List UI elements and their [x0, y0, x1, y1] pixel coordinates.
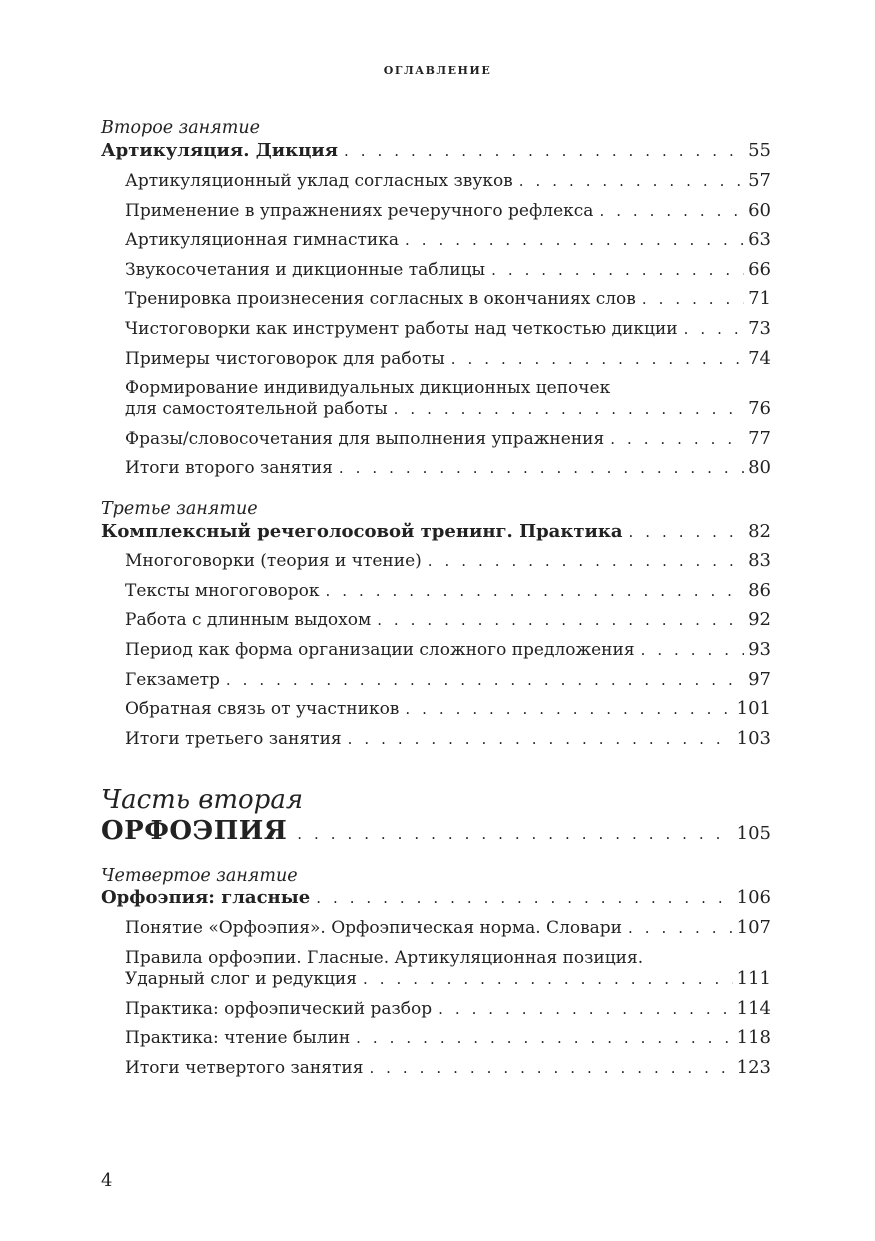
toc-entry-page: 80	[748, 457, 771, 478]
toc-entry-title-line1: Формирование индивидуальных дикционных цепочек	[125, 378, 611, 398]
dot-leader	[405, 699, 732, 719]
toc-entry-title-line1: Правила орфоэпии. Гласные. Артикуляционная позиция.	[125, 948, 644, 968]
toc-entry[interactable]	[125, 429, 771, 449]
part-2-page: 105	[736, 823, 771, 844]
page-number: 4	[101, 1170, 113, 1191]
toc-entry-page: 101	[736, 698, 771, 719]
toc-entry[interactable]	[125, 171, 771, 191]
dot-leader	[394, 399, 744, 419]
toc-entry-page: 74	[748, 348, 771, 369]
session-4-entry[interactable]	[101, 888, 771, 908]
toc-entry-page: 60	[748, 200, 771, 221]
toc-entry-title: Тренировка произнесения согласных в окончаниях слов	[125, 289, 636, 309]
toc-entry-page: 63	[748, 229, 771, 250]
toc-entry-page: 97	[748, 669, 771, 690]
toc-entry-page: 107	[736, 917, 771, 938]
dot-leader	[641, 640, 745, 660]
toc-entry-title: Практика: орфоэпический разбор	[125, 999, 433, 1019]
toc-entry-page: 118	[736, 1027, 771, 1048]
toc-entry-title: Обратная связь от участников	[125, 699, 400, 719]
toc-entry-title: для самостоятельной работы	[125, 399, 388, 419]
toc-entry-title: Ударный слог и редукция	[125, 969, 357, 989]
dot-leader	[344, 141, 744, 161]
dot-leader	[451, 349, 744, 369]
toc-entry[interactable]	[125, 230, 771, 250]
toc-entry-title: Итоги третьего занятия	[125, 729, 342, 749]
toc-entry-title: Практика: чтение былин	[125, 1028, 351, 1048]
toc-entry-title: Работа с длинным выдохом	[125, 610, 372, 630]
dot-leader	[629, 522, 745, 542]
toc-entry[interactable]	[125, 640, 771, 660]
session-2-entry[interactable]	[101, 141, 771, 161]
toc-entry-title: Гекзаметр	[125, 670, 220, 690]
toc-entry-page: 83	[748, 550, 771, 571]
toc-entry[interactable]	[125, 1058, 771, 1078]
dot-leader	[428, 551, 744, 571]
dot-leader	[491, 260, 744, 280]
toc-entry-page: 77	[748, 428, 771, 449]
dot-leader	[519, 171, 744, 191]
toc-entry-title: Применение в упражнениях речеручного рефлекса	[125, 201, 594, 221]
toc-entry[interactable]	[125, 729, 771, 749]
toc-entry-page: 123	[736, 1057, 771, 1078]
dot-leader	[405, 230, 744, 250]
toc-entry[interactable]	[125, 260, 771, 280]
toc-entry[interactable]	[125, 551, 771, 571]
toc-entry-line2	[125, 969, 771, 989]
session-2-label: Второе занятие	[101, 118, 260, 138]
dot-leader	[356, 1028, 732, 1048]
toc-entry-title: Итоги второго занятия	[125, 458, 333, 478]
toc-entry[interactable]	[125, 458, 771, 478]
toc-entry-title: Понятие «Орфоэпия». Орфоэпическая норма. Словари	[125, 918, 623, 938]
dot-leader	[363, 969, 733, 989]
session-3-entry[interactable]	[101, 522, 771, 542]
dot-leader	[438, 999, 733, 1019]
toc-entry-title: Период как форма организации сложного предложения	[125, 640, 635, 660]
toc-entry-page: 93	[748, 639, 771, 660]
toc-entry-page: 111	[736, 968, 771, 989]
dot-leader	[297, 824, 732, 843]
toc-entry[interactable]	[125, 610, 771, 630]
session-4-page: 106	[736, 887, 771, 908]
toc-entry-page: 76	[748, 398, 771, 419]
toc-entry-line2	[125, 399, 771, 419]
session-3-title: Комплексный речеголосовой тренинг. Практика	[101, 521, 623, 542]
toc-entry[interactable]	[125, 699, 771, 719]
session-3-page: 82	[748, 521, 771, 542]
toc-entry-page: 92	[748, 609, 771, 630]
dot-leader	[628, 918, 733, 938]
toc-entry-title: Артикуляционный уклад согласных звуков	[125, 171, 513, 191]
toc-entry[interactable]	[125, 349, 771, 369]
toc-entry[interactable]	[125, 201, 771, 221]
toc-entry-title: Итоги четвертого занятия	[125, 1058, 364, 1078]
toc-entry[interactable]	[125, 1028, 771, 1048]
toc-entry-page: 103	[736, 728, 771, 749]
part-2-label: Часть вторая	[101, 785, 304, 815]
session-2-page: 55	[748, 140, 771, 161]
session-4-title: Орфоэпия: гласные	[101, 887, 311, 908]
part-2-entry[interactable]	[101, 816, 771, 846]
dot-leader	[610, 429, 744, 449]
dot-leader	[326, 581, 745, 601]
toc-entry[interactable]	[125, 918, 771, 938]
toc-entry-title: Тексты многоговорок	[125, 581, 320, 601]
toc-entry-title: Многоговорки (теория и чтение)	[125, 551, 422, 571]
session-3-label: Третье занятие	[101, 499, 258, 519]
part-2-title: ОРФОЭПИЯ	[101, 816, 288, 846]
toc-entry-page: 73	[748, 318, 771, 339]
toc-entry[interactable]	[125, 319, 771, 339]
toc-entry-page: 66	[748, 259, 771, 280]
dot-leader	[642, 289, 744, 309]
toc-entry[interactable]	[125, 289, 771, 309]
toc-entry-title: Фразы/словосочетания для выполнения упражнения	[125, 429, 605, 449]
dot-leader	[369, 1058, 732, 1078]
dot-leader	[684, 319, 744, 339]
toc-entry-page: 57	[748, 170, 771, 191]
dot-leader	[339, 458, 744, 478]
toc-entry-page: 71	[748, 288, 771, 309]
toc-entry-page: 114	[736, 998, 771, 1019]
session-4-label: Четвертое занятие	[101, 866, 298, 886]
dot-leader	[316, 888, 732, 908]
toc-entry-page: 86	[748, 580, 771, 601]
toc-entry-title: Чистоговорки как инструмент работы над четкостью дикции	[125, 319, 678, 339]
toc-entry-title: Примеры чистоговорок для работы	[125, 349, 445, 369]
toc-entry[interactable]	[125, 670, 771, 690]
running-head: ОГЛАВЛЕНИЕ	[383, 64, 492, 77]
toc-entry-title: Звукосочетания и дикционные таблицы	[125, 260, 486, 280]
dot-leader	[599, 201, 744, 221]
dot-leader	[226, 670, 744, 690]
toc-entry[interactable]	[125, 999, 771, 1019]
dot-leader	[348, 729, 733, 749]
toc-entry[interactable]	[125, 581, 771, 601]
toc-entry-title: Артикуляционная гимнастика	[125, 230, 400, 250]
dot-leader	[377, 610, 744, 630]
session-2-title: Артикуляция. Дикция	[101, 140, 339, 161]
